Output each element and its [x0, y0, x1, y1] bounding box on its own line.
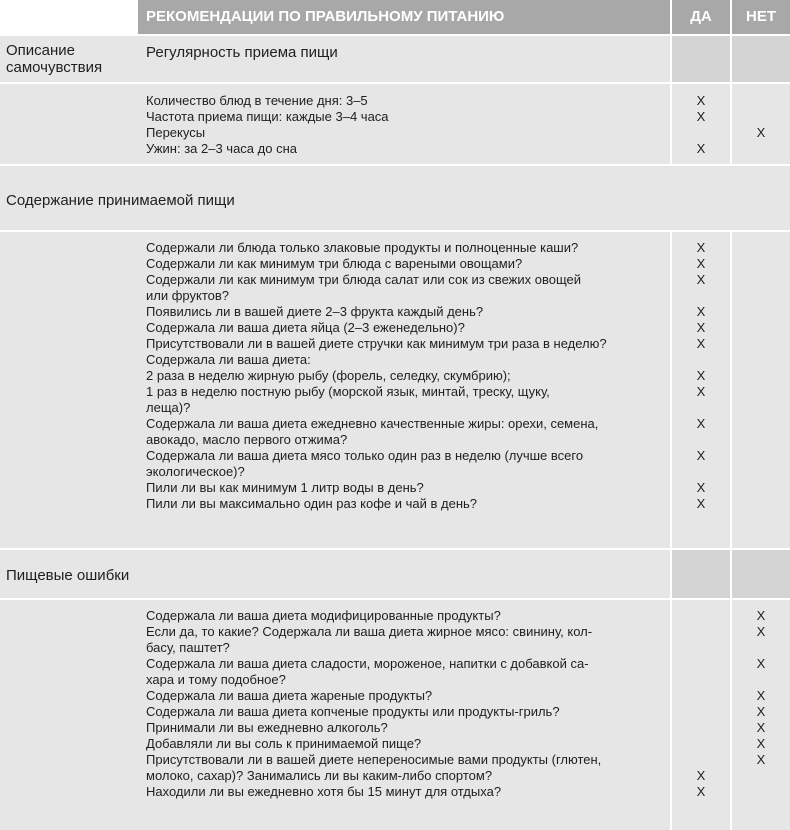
- no-mark: X: [756, 704, 766, 719]
- yes-mark: [672, 720, 730, 736]
- list-item: Содержала ли ваша диета копченые продукты или продукты-гриль?: [146, 704, 560, 719]
- yes-mark: [672, 624, 730, 640]
- header-no: НЕТ: [732, 0, 790, 34]
- list-item: Ужин: за 2–3 часа до сна: [146, 141, 297, 156]
- yes-mark: [672, 125, 730, 141]
- yes-mark: [672, 736, 730, 752]
- list-item: Содержала ли ваша диета ежедневно качественные жиры: орехи, семена,: [146, 416, 599, 431]
- section-regularity-heading-row: [0, 36, 790, 82]
- yes-mark: X: [696, 448, 706, 463]
- no-mark: [732, 784, 790, 800]
- yes-mark: [672, 688, 730, 704]
- list-item: Пили ли вы максимально один раз кофе и чай в день?: [146, 496, 478, 511]
- no-cell: [732, 550, 790, 598]
- list-item: хара и тому подобное?: [146, 672, 286, 687]
- section-regularity-items-row: [0, 84, 790, 164]
- no-mark: [732, 141, 790, 157]
- yes-mark: X: [696, 256, 706, 271]
- list-item: Пили ли вы как минимум 1 литр воды в день?: [146, 480, 424, 495]
- yes-mark: X: [696, 784, 706, 799]
- yes-marks: [672, 84, 730, 164]
- list-item: 1 раз в неделю постную рыбу (морской язык, минтай, треску, щуку,: [146, 384, 550, 399]
- yes-mark: X: [696, 480, 706, 495]
- no-mark: X: [756, 125, 766, 140]
- no-mark: [732, 93, 790, 109]
- yes-cell: [672, 36, 730, 82]
- blank-cell: [0, 600, 138, 830]
- no-marks: [732, 84, 790, 164]
- list-item: Принимали ли вы ежедневно алкоголь?: [146, 720, 388, 735]
- content-list: [138, 232, 670, 548]
- list-item: авокадо, масло первого отжима?: [146, 432, 348, 447]
- section-content-items-row: [0, 232, 790, 548]
- section-errors-items-row: [0, 600, 790, 830]
- header-blank-cell: [0, 0, 138, 34]
- regularity-list: [138, 84, 670, 164]
- list-item: леща)?: [146, 400, 191, 415]
- no-mark: X: [756, 752, 766, 767]
- list-item: басу, паштет?: [146, 640, 230, 655]
- yes-mark: [672, 640, 730, 656]
- no-mark: [732, 768, 790, 784]
- list-item: Перекусы: [146, 125, 206, 140]
- list-item: Находили ли вы ежедневно хотя бы 15 минут для отдыха?: [146, 784, 502, 799]
- yes-mark: [672, 464, 730, 480]
- no-mark: X: [756, 736, 766, 751]
- list-item: Появились ли в вашей диете 2–3 фрукта каждый день?: [146, 304, 484, 319]
- yes-mark: X: [696, 141, 706, 156]
- yes-mark: [672, 288, 730, 304]
- section-content-heading-row: [0, 166, 790, 230]
- yes-mark: [672, 704, 730, 720]
- yes-mark: X: [696, 109, 706, 124]
- yes-marks: [672, 600, 730, 830]
- yes-mark: X: [696, 384, 706, 399]
- list-item: молоко, сахар)? Занимались ли вы каким-либо спортом?: [146, 768, 493, 783]
- list-item: Содержали ли как минимум три блюда салат или сок из свежих овощей: [146, 272, 581, 287]
- no-marks: [732, 232, 790, 548]
- blank-cell: [0, 84, 138, 164]
- yes-mark: [672, 752, 730, 768]
- yes-mark: X: [696, 768, 706, 783]
- list-item: или фруктов?: [146, 288, 230, 303]
- yes-mark: X: [696, 272, 706, 287]
- blank-cell: [0, 232, 138, 548]
- list-item: Содержала ли ваша диета модифицированные продукты?: [146, 608, 501, 623]
- regularity-heading: Регулярность приема пищи: [138, 36, 670, 82]
- no-mark: [732, 109, 790, 125]
- no-mark: X: [756, 720, 766, 735]
- yes-mark: X: [696, 320, 706, 335]
- list-item: Содержала ли ваша диета:: [146, 352, 311, 367]
- table-header: [0, 0, 790, 34]
- list-item: Содержала ли ваша диета яйца (2–3 еженедельно)?: [146, 320, 465, 335]
- list-item: Количество блюд в течение дня: 3–5: [146, 93, 368, 108]
- yes-mark: [672, 400, 730, 416]
- yes-mark: X: [696, 368, 706, 383]
- yes-mark: [672, 672, 730, 688]
- errors-heading: Пищевые ошибки: [0, 550, 670, 598]
- list-item: Частота приема пищи: каждые 3–4 часа: [146, 109, 389, 124]
- no-cell: [732, 36, 790, 82]
- yes-mark: [672, 656, 730, 672]
- yes-mark: [672, 432, 730, 448]
- list-item: Содержала ли ваша диета мясо только один раз в неделю (лучше всего: [146, 448, 584, 463]
- no-mark: [732, 640, 790, 656]
- yes-mark: X: [696, 240, 706, 255]
- header-title: РЕКОМЕНДАЦИИ ПО ПРАВИЛЬНОМУ ПИТАНИЮ: [138, 0, 670, 34]
- no-mark: X: [756, 688, 766, 703]
- no-mark: X: [756, 624, 766, 639]
- list-item: Присутствовали ли в вашей диете непереносимые вами продукты (глютен,: [146, 752, 602, 767]
- list-item: Если да, то какие? Содержала ли ваша диета жирное мясо: свинину, кол-: [146, 624, 593, 639]
- errors-list: [138, 600, 670, 830]
- yes-mark: X: [696, 496, 706, 511]
- yes-mark: X: [696, 93, 706, 108]
- yes-mark: X: [696, 336, 706, 351]
- yes-mark: X: [696, 416, 706, 431]
- yes-mark: [672, 608, 730, 624]
- no-mark: X: [756, 608, 766, 623]
- list-item: Содержали ли как минимум три блюда с вареными овощами?: [146, 256, 523, 271]
- wellbeing-label: Описание самочувствия: [0, 36, 138, 82]
- list-item: 2 раза в неделю жирную рыбу (форель, селедку, скумбрию);: [146, 368, 511, 383]
- yes-cell: [672, 550, 730, 598]
- yes-marks: [672, 232, 730, 548]
- list-item: Содержала ли ваша диета сладости, мороженое, напитки с добавкой са-: [146, 656, 589, 671]
- list-item: Добавляли ли вы соль к принимаемой пище?: [146, 736, 422, 751]
- content-heading: Содержание принимаемой пищи: [0, 166, 790, 230]
- section-errors-heading-row: [0, 550, 790, 598]
- yes-mark: X: [696, 304, 706, 319]
- list-item: Содержали ли блюда только злаковые продукты и полноценные каши?: [146, 240, 579, 255]
- list-item: экологическое)?: [146, 464, 245, 479]
- list-item: Присутствовали ли в вашей диете стручки как минимум три раза в неделю?: [146, 336, 607, 351]
- no-mark: X: [756, 656, 766, 671]
- no-mark: [732, 672, 790, 688]
- list-item: Содержала ли ваша диета жареные продукты?: [146, 688, 433, 703]
- header-yes: ДА: [672, 0, 730, 34]
- no-marks: [732, 600, 790, 830]
- yes-mark: [672, 352, 730, 368]
